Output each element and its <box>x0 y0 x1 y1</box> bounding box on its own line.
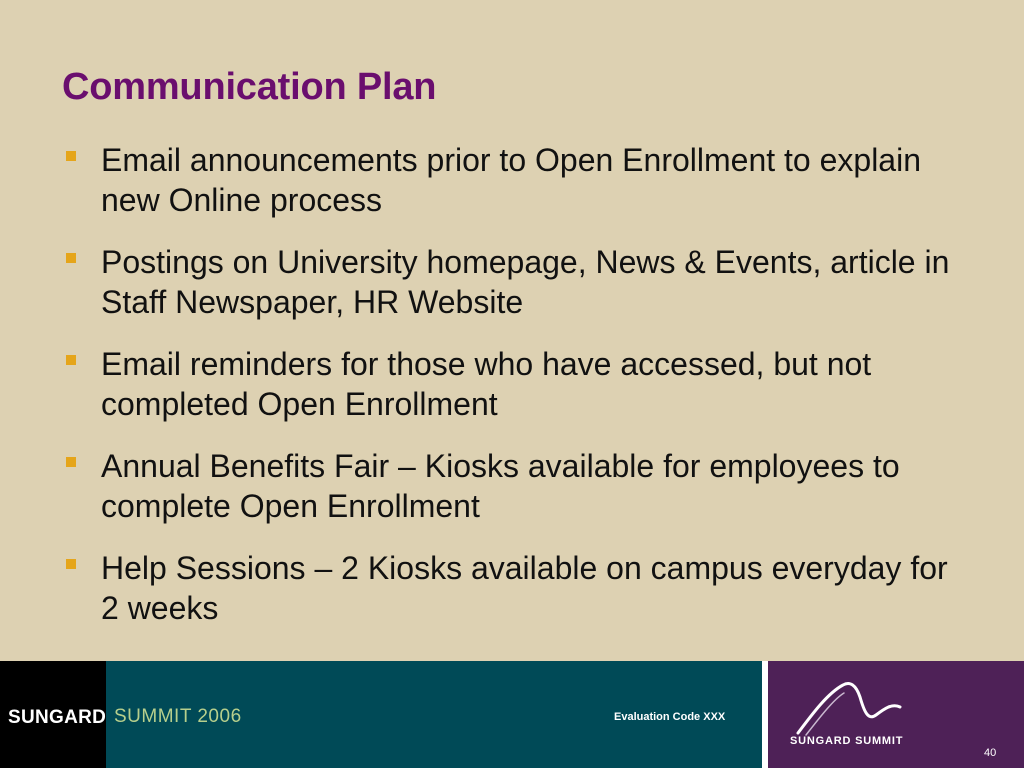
bullet-list <box>62 140 962 650</box>
bullet-item <box>62 446 962 526</box>
bullet-text: Help Sessions – 2 Kiosks available on campus everyday for 2 weeks <box>101 550 948 626</box>
page-number: 40 <box>984 747 997 759</box>
square-bullet-icon <box>66 355 76 365</box>
bullet-text: Postings on University homepage, News & Events, article in Staff Newspaper, HR Website <box>101 244 950 320</box>
square-bullet-icon <box>66 559 76 569</box>
event-name: SUMMIT 2006 <box>114 706 242 727</box>
square-bullet-icon <box>66 457 76 467</box>
brand-name: SUNGARD <box>8 707 107 728</box>
bullet-text: Email reminders for those who have accessed, but not completed Open Enrollment <box>101 346 872 422</box>
evaluation-code: Evaluation Code XXX <box>614 711 726 723</box>
bullet-item <box>62 344 962 424</box>
square-bullet-icon <box>66 253 76 263</box>
bullet-item <box>62 140 962 220</box>
bullet-text: Annual Benefits Fair – Kiosks available for employees to complete Open Enrollment <box>101 448 900 524</box>
slide-footer <box>0 661 1024 768</box>
logo-text: SUNGARD SUMMIT <box>790 735 904 747</box>
bullet-item <box>62 548 962 628</box>
bullet-item <box>62 242 962 322</box>
slide-title: Communication Plan <box>62 66 437 108</box>
square-bullet-icon <box>66 151 76 161</box>
bullet-text: Email announcements prior to Open Enrollment to explain new Online process <box>101 142 921 218</box>
